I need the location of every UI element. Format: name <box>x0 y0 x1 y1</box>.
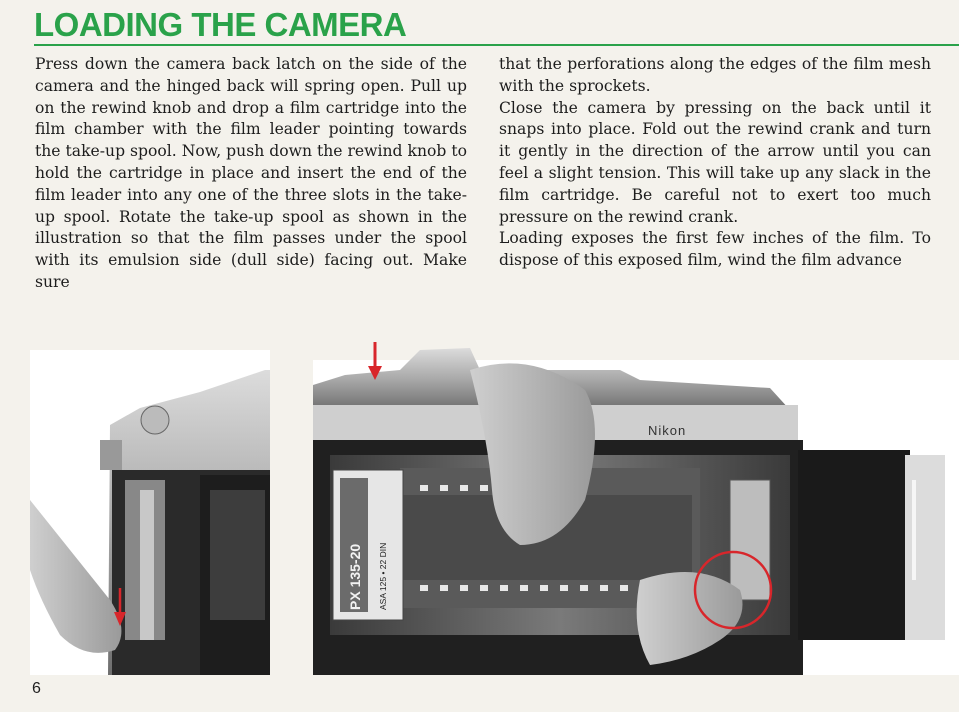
cartridge-sublabel: ASA 125 • 22 DIN <box>378 542 388 610</box>
page-title: LOADING THE CAMERA <box>34 6 407 43</box>
left-camera-photo <box>30 350 270 675</box>
text-column-right <box>499 54 931 272</box>
right-camera-photo <box>313 342 959 675</box>
text-column-left <box>35 54 467 294</box>
title-rule <box>34 44 959 46</box>
camera-loading-photo <box>0 330 959 675</box>
cartridge-label: PX 135-20 <box>347 543 363 610</box>
paragraph-exposure: Loading exposes the first few inches of the film. To dispose of this exposed film, wind the film advance <box>499 229 931 270</box>
camera-brand-label: Nikon <box>648 423 687 438</box>
paragraph-perforations: that the perforations along the edges of the film mesh with the sprockets. <box>499 55 931 95</box>
page-number: 6 <box>32 680 41 697</box>
paragraph-closing: Close the camera by pressing on the back until it snaps into place. Fold out the rewind crank and turn it gently in the direction of the arrow until you can feel a slight tension. This will take up any slack in the film cartridge. Be careful not to exert too much pressure on the rewind crank. <box>499 98 931 226</box>
paragraph-loading-steps: Press down the camera back latch on the side of the camera and the hinged back will spring open. Pull up on the rewind knob and drop a film cartridge into the film chamber with the film leader pointing towards the take-up spool. Now, push down the rewind knob to hold the cartridge in place and insert the end of the film leader into any one of the three slots in the take-up spool. Rotate the take-up spool as shown in the illustration so that the film passes under the spool with its emulsion side (dull side) facing out. Make sure <box>35 55 467 291</box>
